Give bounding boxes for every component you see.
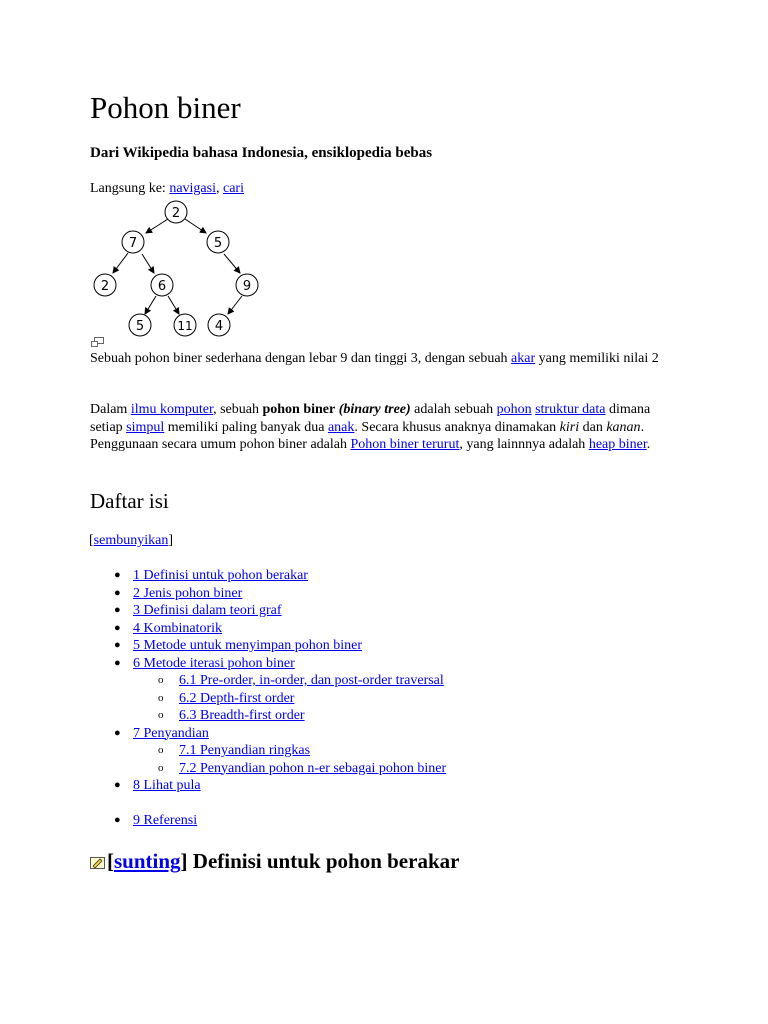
svg-text:2: 2: [171, 206, 181, 221]
binary-heap-link[interactable]: heap biner: [588, 437, 647, 452]
toc-subitem: [90, 690, 690, 708]
tree-edge: [146, 219, 168, 233]
bracket: ]: [180, 849, 188, 873]
svg-text:7: 7: [128, 236, 138, 251]
term-left: kiri: [559, 419, 580, 435]
bracket: [: [107, 849, 114, 873]
svg-text:5: 5: [135, 319, 145, 334]
circle-bullet-icon: o: [158, 674, 164, 686]
toc-item: [90, 725, 690, 743]
figure-caption: [90, 350, 680, 368]
toc-link[interactable]: 1 Definisi untuk pohon berakar: [133, 568, 308, 583]
site-subtitle: Dari Wikipedia bahasa Indonesia, ensiklopedia bebas: [90, 145, 433, 161]
tree-node: [165, 201, 187, 223]
bullet-icon: ●: [114, 656, 121, 669]
tree-edge: [145, 296, 156, 314]
toc-item: [90, 602, 690, 620]
tree-edge: [142, 254, 154, 273]
svg-text:5: 5: [213, 236, 223, 251]
child-link[interactable]: anak: [327, 419, 355, 435]
section-title: Definisi untuk pohon berakar: [192, 849, 460, 873]
navigation-link[interactable]: navigasi: [169, 181, 216, 196]
tree-node: [122, 231, 144, 253]
tree-edge: [168, 296, 179, 314]
intro-text: , sebuah: [213, 402, 259, 417]
toc-item: [90, 812, 690, 830]
toc-item: [90, 620, 690, 638]
term-bold: pohon biner: [262, 402, 336, 417]
toc-link[interactable]: 4 Kombinatorik: [133, 620, 223, 636]
bullet-icon: ●: [114, 569, 121, 581]
toc-link[interactable]: 8 Lihat pula: [133, 778, 201, 793]
svg-text:11: 11: [177, 319, 193, 333]
circle-bullet-icon: o: [158, 761, 164, 774]
toc-link[interactable]: 6 Metode iterasi pohon biner: [133, 655, 295, 671]
binary-tree-figure: [90, 198, 280, 340]
term-right: kanan: [606, 419, 641, 435]
toc-link[interactable]: 3 Definisi dalam teori graf: [133, 603, 282, 618]
svg-text:6: 6: [157, 279, 167, 294]
svg-text:4: 4: [214, 319, 224, 334]
intro-text: . Penggunaan secara umum pohon biner adalah: [90, 419, 645, 452]
toc-link[interactable]: 2 Jenis pohon biner: [133, 585, 243, 601]
tree-node: [129, 314, 151, 336]
intro-text: , yang lainnnya adalah: [459, 437, 586, 452]
tree-node: [94, 274, 116, 296]
toc-link[interactable]: 5 Metode untuk menyimpan pohon biner: [133, 638, 363, 653]
tree-node: [207, 231, 229, 253]
toc-subitem: [90, 742, 690, 760]
intro-text: dan: [582, 419, 603, 435]
tree-edge: [113, 253, 128, 273]
enlarge-icon[interactable]: [91, 337, 104, 348]
bullet-icon: ●: [114, 604, 121, 616]
toc-link[interactable]: 6.2 Depth-first order: [179, 690, 295, 706]
tree-link[interactable]: pohon: [496, 402, 532, 417]
circle-bullet-icon: o: [158, 744, 164, 756]
search-link[interactable]: cari: [222, 181, 244, 196]
intro-text: . Secara khusus anaknya dinamakan: [354, 419, 557, 435]
intro-text: .: [646, 437, 651, 452]
tree-node: [151, 274, 173, 296]
jump-links: [90, 180, 244, 198]
toc-link[interactable]: 9 Referensi: [133, 812, 198, 828]
bullet-icon: ●: [114, 621, 121, 634]
circle-bullet-icon: o: [158, 691, 164, 704]
toc-item: [90, 585, 690, 603]
intro-text: Dalam: [90, 402, 128, 417]
svg-text:9: 9: [242, 279, 252, 294]
intro-text: adalah sebuah: [414, 402, 494, 417]
bullet-icon: ●: [114, 726, 121, 739]
toc-link[interactable]: 6.1 Pre-order, in-order, dan post-order traversal: [179, 673, 444, 688]
toc-toggle: [sembunyikan]: [89, 533, 173, 548]
toc-link[interactable]: 7.1 Penyandian ringkas: [179, 743, 311, 758]
toc-item: [90, 567, 690, 585]
tree-node: [174, 314, 196, 336]
tree-edge: [228, 296, 242, 314]
page-title: Pohon biner: [90, 90, 241, 125]
caption-text: yang memiliki nilai 2: [538, 351, 659, 366]
toc-link[interactable]: 7 Penyandian: [133, 725, 209, 741]
section-heading: [90, 846, 459, 876]
toc-hide-link[interactable]: sembunyikan: [93, 533, 169, 548]
term-english: (binary tree): [338, 402, 411, 417]
bullet-icon: ●: [114, 779, 121, 791]
tree-edge: [185, 219, 206, 233]
tree-edge: [224, 254, 240, 273]
intro-text: dimana setiap: [90, 402, 651, 435]
toc-subitem: [90, 760, 690, 778]
toc-link[interactable]: 6.3 Breadth-first order: [179, 708, 305, 723]
toc-item: [90, 637, 690, 655]
circle-bullet-icon: o: [158, 709, 164, 721]
bullet-icon: ●: [114, 586, 121, 599]
intro-text: memiliki paling banyak dua: [167, 419, 325, 435]
jump-prefix: Langsung ke:: [90, 181, 166, 196]
root-link[interactable]: akar: [511, 351, 536, 366]
bullet-icon: ●: [114, 639, 121, 651]
data-structure-link[interactable]: struktur data: [535, 402, 606, 417]
toc-heading: Daftar isi: [90, 489, 169, 513]
bullet-icon: ●: [114, 813, 121, 826]
computer-science-link[interactable]: ilmu komputer: [130, 402, 214, 417]
toc-list: [90, 567, 690, 829]
toc-subitem: [90, 707, 690, 725]
tree-node: [236, 274, 258, 296]
caption-text: Sebuah pohon biner sederhana dengan lebar 9 dan tinggi 3, dengan sebuah: [90, 351, 508, 366]
tree-node: [208, 314, 230, 336]
toc-item: [90, 777, 690, 795]
edit-section-link[interactable]: sunting: [114, 849, 181, 873]
edit-pencil-icon[interactable]: [90, 857, 105, 869]
jump-separator: ,: [215, 181, 220, 196]
intro-paragraph: [90, 401, 680, 454]
node-link[interactable]: simpul: [126, 419, 165, 435]
toc-item: [90, 655, 690, 673]
svg-text:2: 2: [100, 279, 110, 294]
toc-subitem: [90, 672, 690, 690]
toc-link[interactable]: 7.2 Penyandian pohon n-er sebagai pohon biner: [179, 760, 447, 776]
sorted-tree-link[interactable]: Pohon biner terurut: [350, 437, 460, 452]
